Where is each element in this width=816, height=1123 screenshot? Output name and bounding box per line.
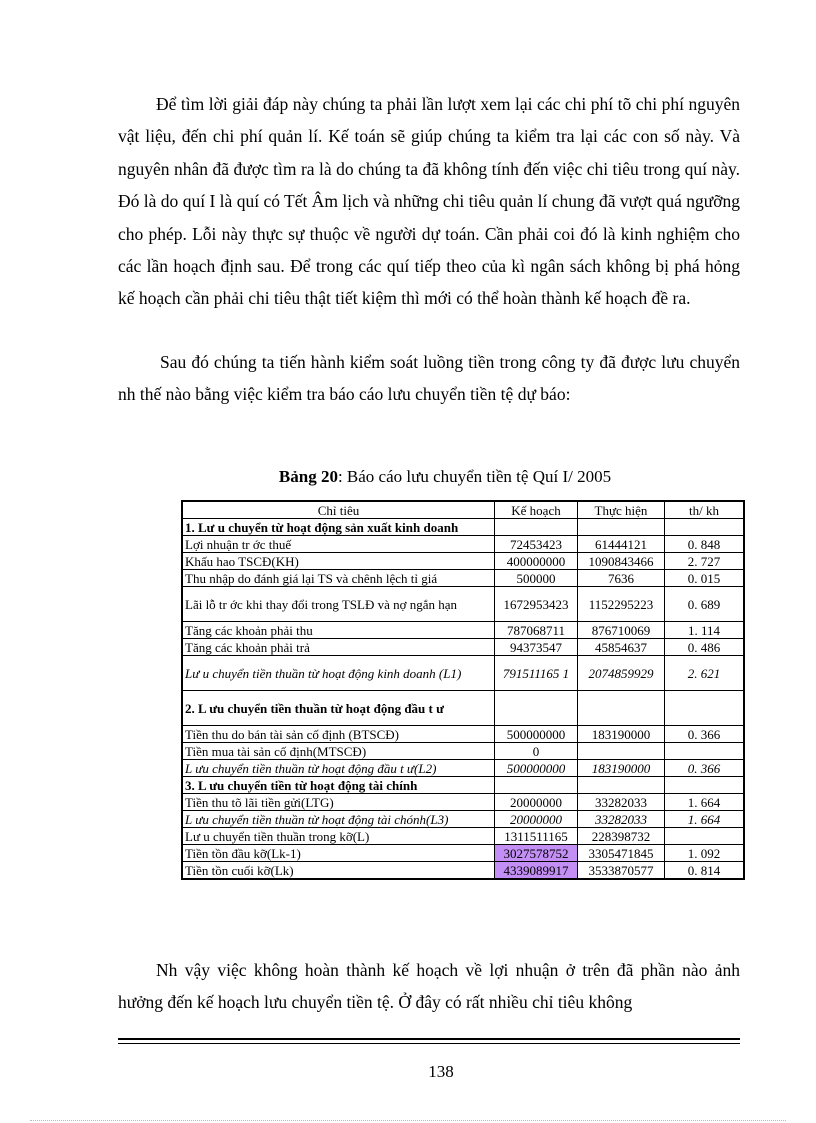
row-label: L ưu chuyển tiền thuần từ hoạt động đầu t ư(L2)	[182, 760, 495, 777]
ratio-cell: 1. 092	[665, 845, 745, 862]
ratio-cell: 0. 848	[665, 536, 745, 553]
actual-cell: 1152295223	[578, 587, 665, 622]
table-row	[182, 691, 744, 726]
ratio-cell: 0. 366	[665, 726, 745, 743]
plan-cell: 500000000	[495, 760, 578, 777]
ratio-cell: 1. 664	[665, 794, 745, 811]
row-label: L ưu chuyển tiền thuần từ hoạt động tài chónh(L3)	[182, 811, 495, 828]
actual-cell: 876710069	[578, 622, 665, 639]
plan-cell: 500000	[495, 570, 578, 587]
actual-cell: 183190000	[578, 726, 665, 743]
row-label: 2. L ưu chuyển tiền thuần từ hoạt động đầu t ư	[182, 691, 495, 726]
table-row	[182, 760, 744, 777]
plan-cell: 94373547	[495, 639, 578, 656]
header-cell: Chỉ tiêu	[182, 501, 495, 519]
plan-cell-highlighted: 3027578752	[495, 845, 578, 862]
ratio-cell	[665, 777, 745, 794]
table-row	[182, 656, 744, 691]
row-label: 3. L ưu chuyển tiền từ hoạt động tài chính	[182, 777, 495, 794]
table-row	[182, 845, 744, 862]
actual-cell: 33282033	[578, 811, 665, 828]
ratio-cell: 0. 486	[665, 639, 745, 656]
actual-cell: 45854637	[578, 639, 665, 656]
row-label: Tiền tồn đầu kỡ(Lk-1)	[182, 845, 495, 862]
plan-cell	[495, 691, 578, 726]
actual-cell: 2074859929	[578, 656, 665, 691]
table-row	[182, 777, 744, 794]
actual-cell: 183190000	[578, 760, 665, 777]
row-label: Lãi lỗ tr ớc khi thay đổi trong TSLĐ và nợ ngắn hạn	[182, 587, 495, 622]
plan-cell: 791511165 1	[495, 656, 578, 691]
paragraph-conclusion: Nh vậy việc không hoàn thành kế hoạch về lợi nhuận ở trên đã phần nào ảnh hưởng đến kế hoạch lưu chuyển tiền tệ. Ở đây có rất nhiều chỉ tiêu không	[118, 960, 740, 1013]
table-row	[182, 794, 744, 811]
plan-cell: 400000000	[495, 553, 578, 570]
cashflow-table	[181, 500, 745, 880]
actual-cell: 3533870577	[578, 862, 665, 880]
header-cell: Thực hiện	[578, 501, 665, 519]
header-cell: th/ kh	[665, 501, 745, 519]
actual-cell: 33282033	[578, 794, 665, 811]
header-cell: Kế hoạch	[495, 501, 578, 519]
plan-cell	[495, 519, 578, 536]
table-row	[182, 587, 744, 622]
plan-cell: 20000000	[495, 811, 578, 828]
actual-cell	[578, 519, 665, 536]
ratio-cell: 1. 664	[665, 811, 745, 828]
row-label: Lư u chuyển tiền thuần trong kỡ(L)	[182, 828, 495, 845]
table-row	[182, 828, 744, 845]
row-label: 1. Lư u chuyển từ hoạt động sản xuất kinh doanh	[182, 519, 495, 536]
footer-rule-thick	[118, 1038, 740, 1040]
actual-cell: 228398732	[578, 828, 665, 845]
paragraph-intro: Để tìm lời giải đáp này chúng ta phải lần lượt xem lại các chi phí tõ chi phí nguyên vật liệu, đến chi phí quản lí. Kế toán sẽ giúp chúng ta kiểm tra lại các con số này. Và nguyên nhân đã được tìm ra là do chúng ta đã không tính đến việc chi tiêu trong quí này. Đó là do quí I là quí có Tết Âm lịch và những chi tiêu quản lí chung đã vượt quá ngưỡng cho phép. Lỗi này thực sự thuộc về người dự toán. Cần phải coi đó là kinh nghiệm cho các lần hoạch định sau. Để trong các quí tiếp theo của kì ngân sách không bị phá hỏng kế hoạch cần phải chi tiêu thật tiết kiệm thì mới có thể hoàn thành kế hoạch đề ra.	[118, 94, 740, 309]
footer-rule-thin	[118, 1043, 740, 1044]
table-row	[182, 811, 744, 828]
table-row	[182, 726, 744, 743]
table-row	[182, 639, 744, 656]
row-label: Tiền tồn cuối kỡ(Lk)	[182, 862, 495, 880]
ratio-cell	[665, 691, 745, 726]
plan-cell	[495, 777, 578, 794]
plan-cell: 500000000	[495, 726, 578, 743]
table-row	[182, 536, 744, 553]
table-row	[182, 519, 744, 536]
ratio-cell: 0. 366	[665, 760, 745, 777]
ratio-cell	[665, 519, 745, 536]
table-row	[182, 622, 744, 639]
table-row	[182, 862, 744, 880]
plan-cell: 20000000	[495, 794, 578, 811]
row-label: Lợi nhuận tr ớc thuế	[182, 536, 495, 553]
table-caption-label: Bảng 20	[278, 467, 338, 486]
table-row	[182, 743, 744, 760]
actual-cell	[578, 777, 665, 794]
table-row	[182, 553, 744, 570]
row-label: Tiền thu do bán tài sản cố định (BTSCĐ)	[182, 726, 495, 743]
ratio-cell: 1. 114	[665, 622, 745, 639]
row-label: Lư u chuyển tiền thuần từ hoạt động kinh doanh (L1)	[182, 656, 495, 691]
table-row	[182, 570, 744, 587]
actual-cell: 1090843466	[578, 553, 665, 570]
page-number: 138	[428, 1062, 454, 1081]
plan-cell: 1311511165	[495, 828, 578, 845]
ratio-cell: 2. 727	[665, 553, 745, 570]
actual-cell	[578, 691, 665, 726]
paragraph-cashflow-intro: Sau đó chúng ta tiến hành kiểm soát luồng tiền trong công ty đã được lưu chuyển nh thế nào bằng việc kiểm tra báo cáo lưu chuyển tiền tệ dự báo:	[118, 352, 740, 405]
plan-cell: 787068711	[495, 622, 578, 639]
page-edge-dots	[30, 1120, 786, 1121]
row-label: Khấu hao TSCĐ(KH)	[182, 553, 495, 570]
table-caption-text: : Báo cáo lưu chuyển tiền tệ Quí I/ 2005	[337, 467, 612, 486]
row-label: Thu nhập do đánh giá lại TS và chênh lệch tỉ giá	[182, 570, 495, 587]
actual-cell: 61444121	[578, 536, 665, 553]
actual-cell: 3305471845	[578, 845, 665, 862]
ratio-cell: 0. 015	[665, 570, 745, 587]
ratio-cell	[665, 743, 745, 760]
row-label: Tiền thu tõ lãi tiền gửi(LTG)	[182, 794, 495, 811]
ratio-cell	[665, 828, 745, 845]
plan-cell: 72453423	[495, 536, 578, 553]
actual-cell: 7636	[578, 570, 665, 587]
table-header-row	[182, 501, 744, 519]
plan-cell-highlighted: 4339089917	[495, 862, 578, 880]
ratio-cell: 0. 689	[665, 587, 745, 622]
ratio-cell: 2. 621	[665, 656, 745, 691]
table-caption	[0, 467, 816, 487]
ratio-cell: 0. 814	[665, 862, 745, 880]
row-label: Tăng các khoản phải thu	[182, 622, 495, 639]
row-label: Tăng các khoản phải trả	[182, 639, 495, 656]
actual-cell	[578, 743, 665, 760]
plan-cell: 0	[495, 743, 578, 760]
plan-cell: 1672953423	[495, 587, 578, 622]
row-label: Tiền mua tài sản cố định(MTSCĐ)	[182, 743, 495, 760]
